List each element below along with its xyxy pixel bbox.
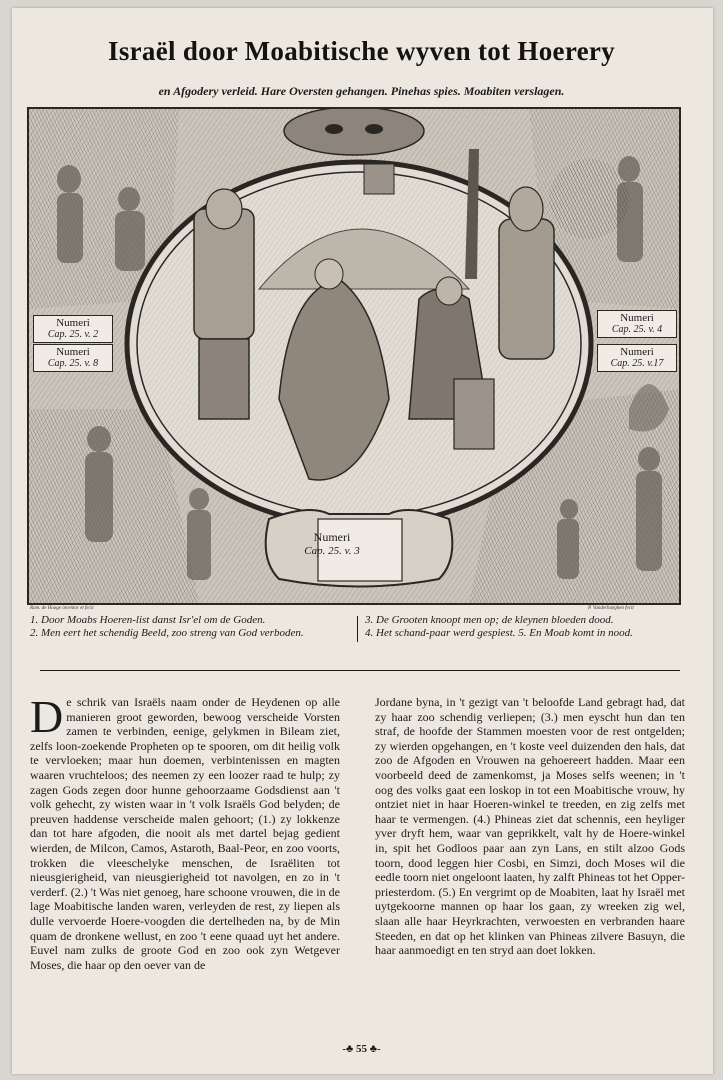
body-text-left: e schrik van Israëls naam onder de Heydenen op alle manieren groot geworden, bewoog verscheide Vorsten zamen te verbinden, eenige, gelykmen in Bileam ziet, zelfs loon-zoekende Propheten op te spooren, om dit heilig volk te vervloeken; maar hun doemen, verbintenissen en magten waaren vruchteloos; des neemen zy een loozer raad te hulp; zy zagen Gods zegen door hunne gehoorzaame Godsdienst aan 't volk gehecht, zy wisten waar in 't volk Israëls God belyden; de preuven haddense verscheide malen gehoort; (1.) zy lokkenze dan tot hare afgoden, die nooit als met dartel bejag gedient wierden, de Milcon, Camos, Astaroth, Baal-Peor, en zoo voorts, trokken die vleeschelyke menschen, de Israëliten tot nieusgierigheid, van nieusgierigheid tot navolgen, en zo in 't verderf. (2.) 't Was niet genoeg, hare schoone vrouwen, die in de lage Moabitische landen waren, verleyden de rest, zy liepen als dulle vervoerde Hoere-voogden die dertelheden na, by de Min quam de dronkene wellust, en zoo 't eene quaad uyt het andere. Euvel nam zulks de groote God en zoo ook zyn Wetgever Moses, die haar op den oever van de [30, 695, 340, 972]
caption-3: 3. De Grooten knoopt men op; de kleynen bloeden dood. [365, 614, 614, 626]
captions-right [365, 614, 633, 640]
plate-label-book: Numeri [56, 317, 90, 329]
body-column-right [375, 695, 685, 958]
plate-label-book: Numeri [620, 346, 654, 358]
body-text-right: Jordane byna, in 't gezigt van 't beloofde Land gebragt had, dat zy haar zoo schendig verliepen; (3.) men eyscht hun dan ten straf, de hoofde der Stammen moesten voor de rest ontgelden; zy wierden opgehangen, en 't koste veel duizenden den hals, dat zoo de Afgoden en Vrouwen na gehoereert hadden. Maar een voorbeeld deed de zamenkomst, ja Moses selfs weenen; in 't oog des volks gaat een loskop in tot een Moabitische vrouw, hy ontziet niet in haar Hoeren-winkel te treeden, en zig zelfs met haar te vermengen. (4.) Phineas ziet dat schennis, een heyliger yver dryft hem, waar van geprikkelt, valt hy de Hoere-winkel in, spit het Godloos paar aan zyn Lans, en stilt alzoo Gods toorn, dood leggen hier Cosbi, en Simzi, doch Moses wil die eedle toorn niet ongeloont laaten, hy zalft Phineas tot het Opper-priesterdom. (5.) En vergrimt op de Moabiten, laat hy Israël met uytgekoorne mannen op haar los gaan, zy wreeken zig wel, slaan alle haar Heyrkrachten, verwoesten en verbranden haare Steeden, en dat op het klinken van Phineas zilvere Basuyn, die haar aanmoedigt en ten stryd aan doet lokken. [375, 695, 685, 958]
cartouche-ref: Cap. 25. v. 3 [304, 545, 360, 557]
body-column-left [30, 691, 340, 972]
cartouche-label [291, 530, 373, 588]
caption-1: 1. Door Moabs Hoeren-list danst Isr'el om de Goden. [30, 614, 266, 626]
plate-label-v2 [33, 315, 113, 343]
captions-left [30, 614, 304, 640]
engraver-credit-right: P. Vanderhaeghen fecit [588, 606, 634, 611]
plate-label-v17 [597, 344, 677, 372]
page-subtitle: en Afgodery verleid. Hare Oversten gehangen. Pinehas spies. Moabiten verslagen. [158, 84, 565, 98]
caption-divider [357, 616, 358, 642]
plate-label-ref: Cap. 25. v.17 [610, 358, 664, 369]
caption-2: 2. Men eert het schendig Beeld, zoo streng van God verboden. [30, 627, 304, 639]
engraver-credit-left: Rom. de Hooge inventor et fecit [30, 606, 94, 611]
plate-label-book: Numeri [56, 346, 90, 358]
drop-cap: D [30, 691, 64, 742]
plate-label-ref: Cap. 25. v. 8 [47, 358, 99, 369]
section-rule [40, 670, 680, 671]
plate-label-book: Numeri [620, 312, 654, 324]
caption-4-5: 4. Het schand-paar werd gespiest. 5. En Moab komt in nood. [365, 627, 633, 639]
plate-label-ref: Cap. 25. v. 4 [611, 324, 663, 335]
cartouche-book: Numeri [313, 530, 351, 544]
page-title: Israël door Moabitische wyven tot Hoerery [108, 36, 615, 66]
plate-label-v4 [597, 310, 677, 338]
engraving-illustration [29, 109, 679, 603]
plate-label-v8 [33, 344, 113, 372]
plate-label-ref: Cap. 25. v. 2 [47, 329, 99, 340]
page-number: -♣ 55 ♣- [342, 1043, 381, 1055]
